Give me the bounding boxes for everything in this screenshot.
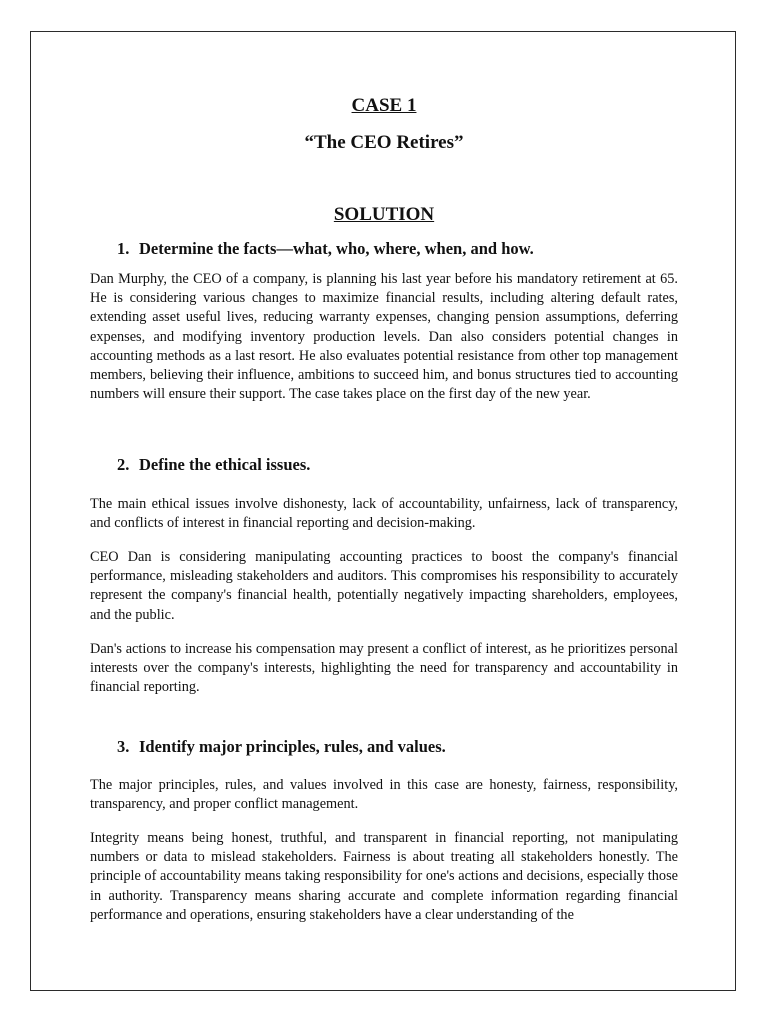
section-1-heading [117, 239, 534, 259]
section-3-heading [117, 737, 446, 757]
solution-label: SOLUTION [333, 204, 435, 225]
case-title: “The CEO Retires” [304, 132, 464, 153]
section-heading-text: Identify major principles, rules, and values. [139, 737, 446, 756]
section-1-paragraph-1: Dan Murphy, the CEO of a company, is planning his last year before his mandatory retirement at 65. He is considering various changes to maximize financial results, including altering default rates, extending asset useful lives, reducing warranty expenses, changing pension assumptions, deferring expenses, and modifying inventory production levels. Dan also considers potential changes in accounting methods as a last resort. He also evaluates potential resistance from other top management members, believing their influence, ambitions to succeed him, and bonus structures tied to accounting numbers will ensure their support. The case takes place on the first day of the new year. [90, 271, 678, 403]
section-number: 2. [117, 455, 130, 474]
section-3-paragraph-2: Integrity means being honest, truthful, and transparent in financial reporting, not manipulating numbers or data to mislead stakeholders. Fairness is about treating all stakeholders honestly. The principle of accountability means taking responsibility for one's actions and decisions, especially those in authority. Transparency means sharing accurate and complete information regarding financial performance and operations, ensuring stakeholders have a clear understanding of the [90, 830, 678, 923]
section-2-paragraph-1: The main ethical issues involve dishonesty, lack of accountability, unfairness, lack of transparency, and conflicts of interest in financial reporting and decision-making. [90, 496, 678, 532]
section-heading-text: Determine the facts—what, who, where, when, and how. [139, 239, 534, 258]
section-number: 1. [117, 239, 130, 258]
section-2-heading [117, 455, 310, 475]
section-3-paragraph-1: The major principles, rules, and values involved in this case are honesty, fairness, responsibility, transparency, and proper conflict management. [90, 777, 678, 813]
section-heading-text: Define the ethical issues. [139, 455, 311, 474]
section-number: 3. [117, 737, 130, 756]
case-label: CASE 1 [351, 95, 417, 116]
section-2-paragraph-2: CEO Dan is considering manipulating accounting practices to boost the company's financial performance, misleading stakeholders and auditors. This compromises his responsibility to accurately represent the company's financial health, potentially negatively impacting shareholders, employees, and the public. [90, 549, 678, 623]
section-2-paragraph-3: Dan's actions to increase his compensation may present a conflict of interest, as he prioritizes personal interests over the company's interests, highlighting the need for transparency and accountability in financial reporting. [90, 641, 678, 696]
document-page [30, 31, 736, 991]
